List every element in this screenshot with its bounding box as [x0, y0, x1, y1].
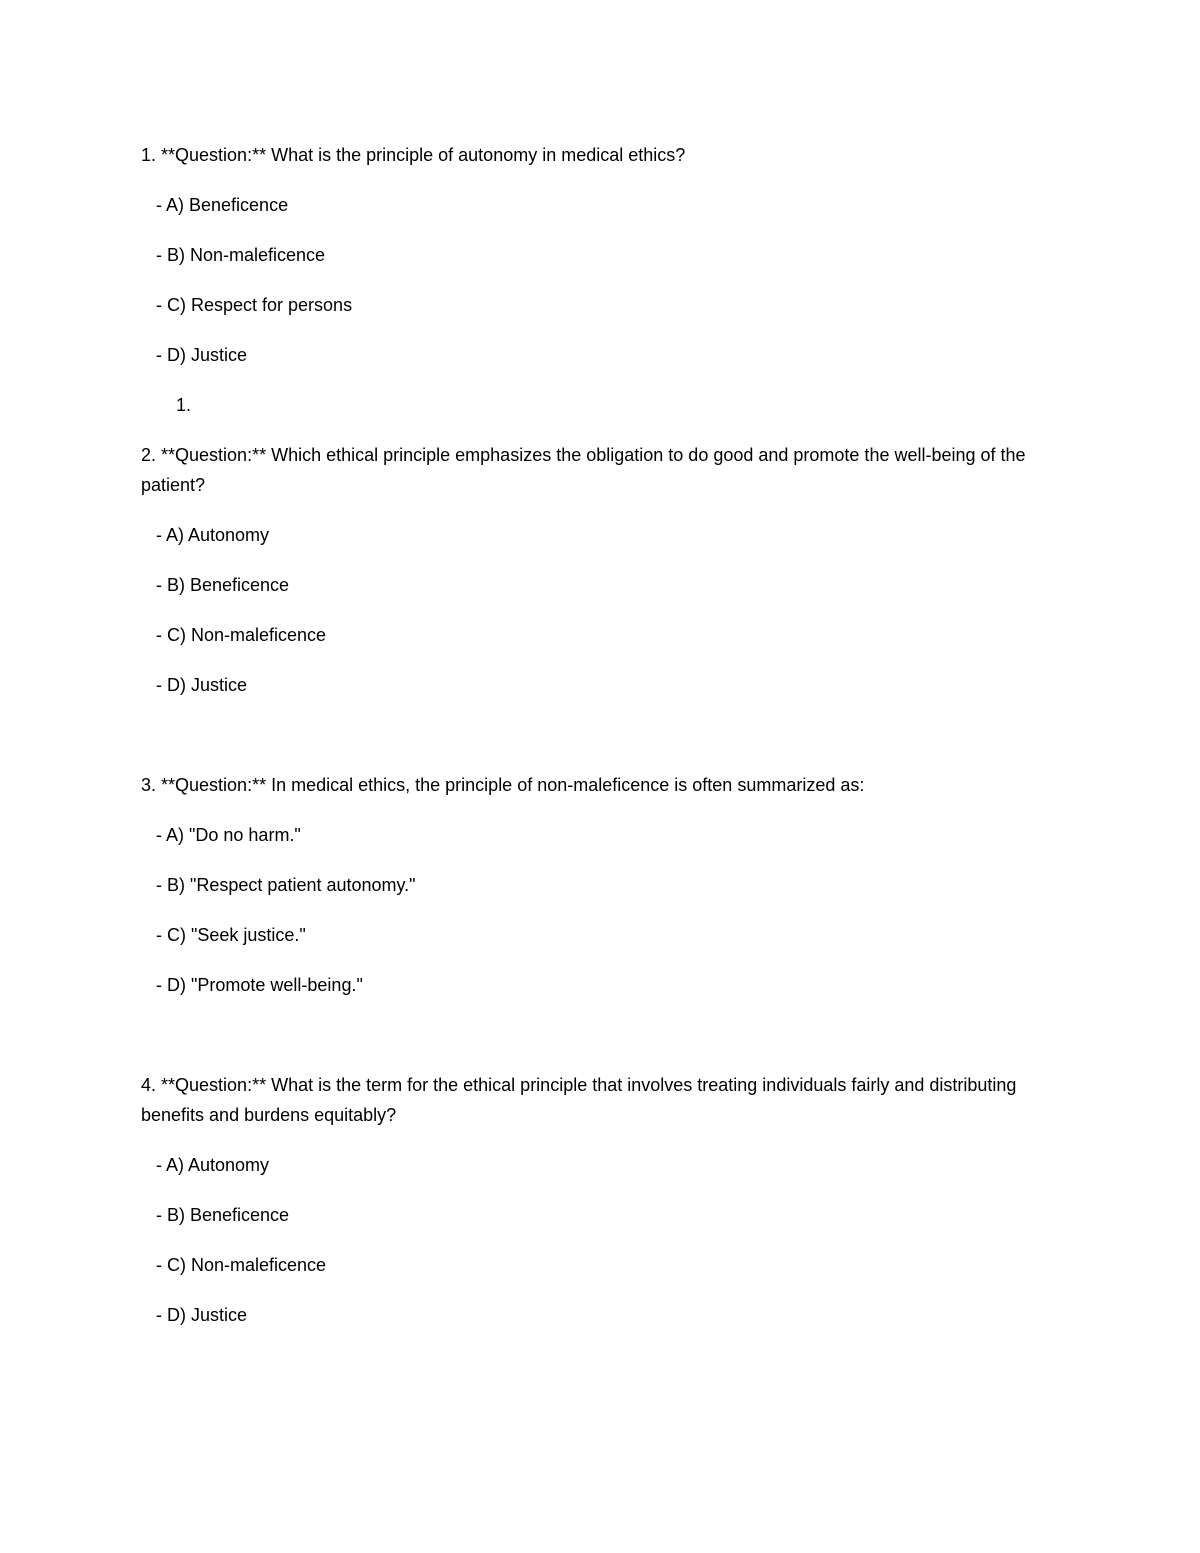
question-3-option-c: - C) "Seek justice." — [156, 925, 306, 945]
question-2-option-b: - B) Beneficence — [156, 575, 290, 595]
question-2-option-d: - D) Justice — [156, 675, 248, 695]
question-4-option-d: - D) Justice — [156, 1305, 248, 1325]
question-4-option-a: - A) Autonomy — [156, 1155, 270, 1175]
question-4-stem: 4. **Question:** What is the term for the ethical principle that involves treating individuals fairly and distributing benefits and burdens equitably? — [141, 1075, 1017, 1125]
question-3-option-a: - A) "Do no harm." — [156, 825, 301, 845]
question-1-option-d: - D) Justice — [156, 345, 248, 365]
question-2-stem: 2. **Question:** Which ethical principle emphasizes the obligation to do good and promote the well-being of the patient? — [141, 445, 1026, 495]
question-1-trailing-number: 1. — [176, 395, 192, 415]
question-1-option-a: - A) Beneficence — [156, 195, 289, 215]
question-1-option-c: - C) Respect for persons — [156, 295, 353, 315]
question-3-option-d: - D) "Promote well-being." — [156, 975, 363, 995]
question-2-option-a: - A) Autonomy — [156, 525, 270, 545]
question-1-option-b: - B) Non-maleficence — [156, 245, 326, 265]
question-3-option-b: - B) "Respect patient autonomy." — [156, 875, 416, 895]
question-2-option-c: - C) Non-maleficence — [156, 625, 327, 645]
question-4-option-c: - C) Non-maleficence — [156, 1255, 327, 1275]
question-1-stem: 1. **Question:** What is the principle of autonomy in medical ethics? — [141, 145, 686, 165]
question-4-option-b: - B) Beneficence — [156, 1205, 290, 1225]
question-3-stem: 3. **Question:** In medical ethics, the principle of non-maleficence is often summarized as: — [141, 775, 865, 795]
